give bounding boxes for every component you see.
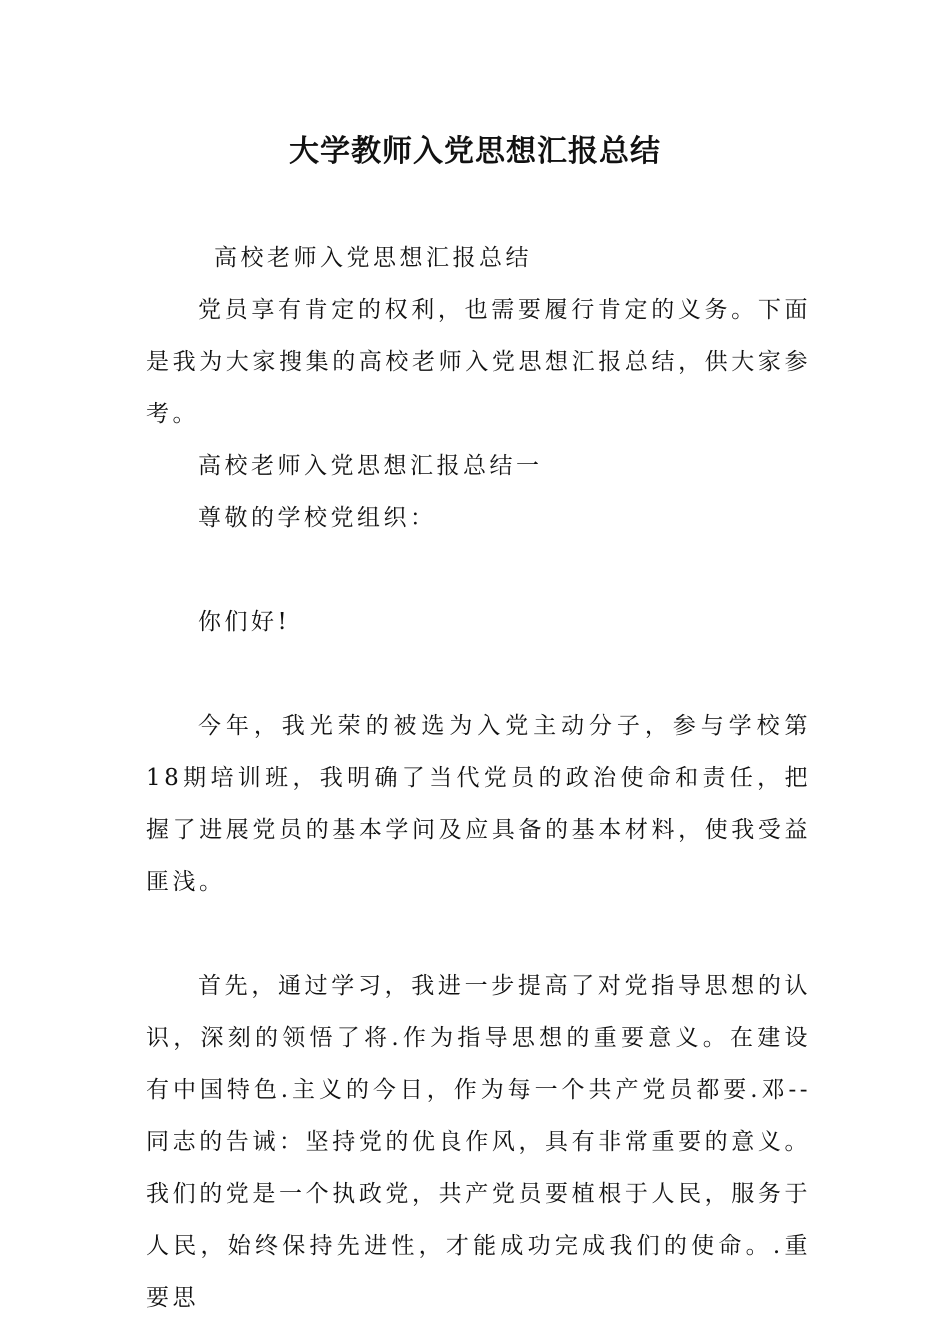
paragraph-greeting: 你们好! bbox=[198, 609, 291, 635]
paragraph-salutation: 尊敬的学校党组织： bbox=[198, 505, 437, 531]
document-title: 大学教师入党思想汇报总结 bbox=[289, 134, 661, 169]
paragraph-intro: 党员享有肯定的权利，也需要履行肯定的义务。下面是我为大家搜集的高校老师入党思想汇报总结，供大家参考。 bbox=[146, 297, 811, 427]
document-body bbox=[146, 232, 811, 1324]
paragraph-first-point: 首先，通过学习，我进一步提高了对党指导思想的认识，深刻的领悟了将.作为指导思想的重要意义。在建设有中国特色.主义的今日，作为每一个共产党员都要.邓--同志的告诫：坚持党的优良作风，具有非常重要的意义。我们的党是一个执政党，共产党员要植根于人民，服务于人民，始终保持先进性，才能成功完成我们的使命。.重要思 bbox=[146, 973, 811, 1311]
paragraph-gap bbox=[146, 908, 811, 960]
paragraph-subtitle: 高校老师入党思想汇报总结 bbox=[214, 245, 532, 271]
paragraph-heading-one: 高校老师入党思想汇报总结一 bbox=[198, 453, 543, 479]
paragraph-gap bbox=[146, 648, 811, 700]
paragraph-training: 今年，我光荣的被选为入党主动分子，参与学校第18期培训班，我明确了当代党员的政治使命和责任，把握了进展党员的基本学问及应具备的基本材料，使我受益匪浅。 bbox=[146, 713, 811, 895]
paragraph-gap bbox=[146, 544, 811, 596]
